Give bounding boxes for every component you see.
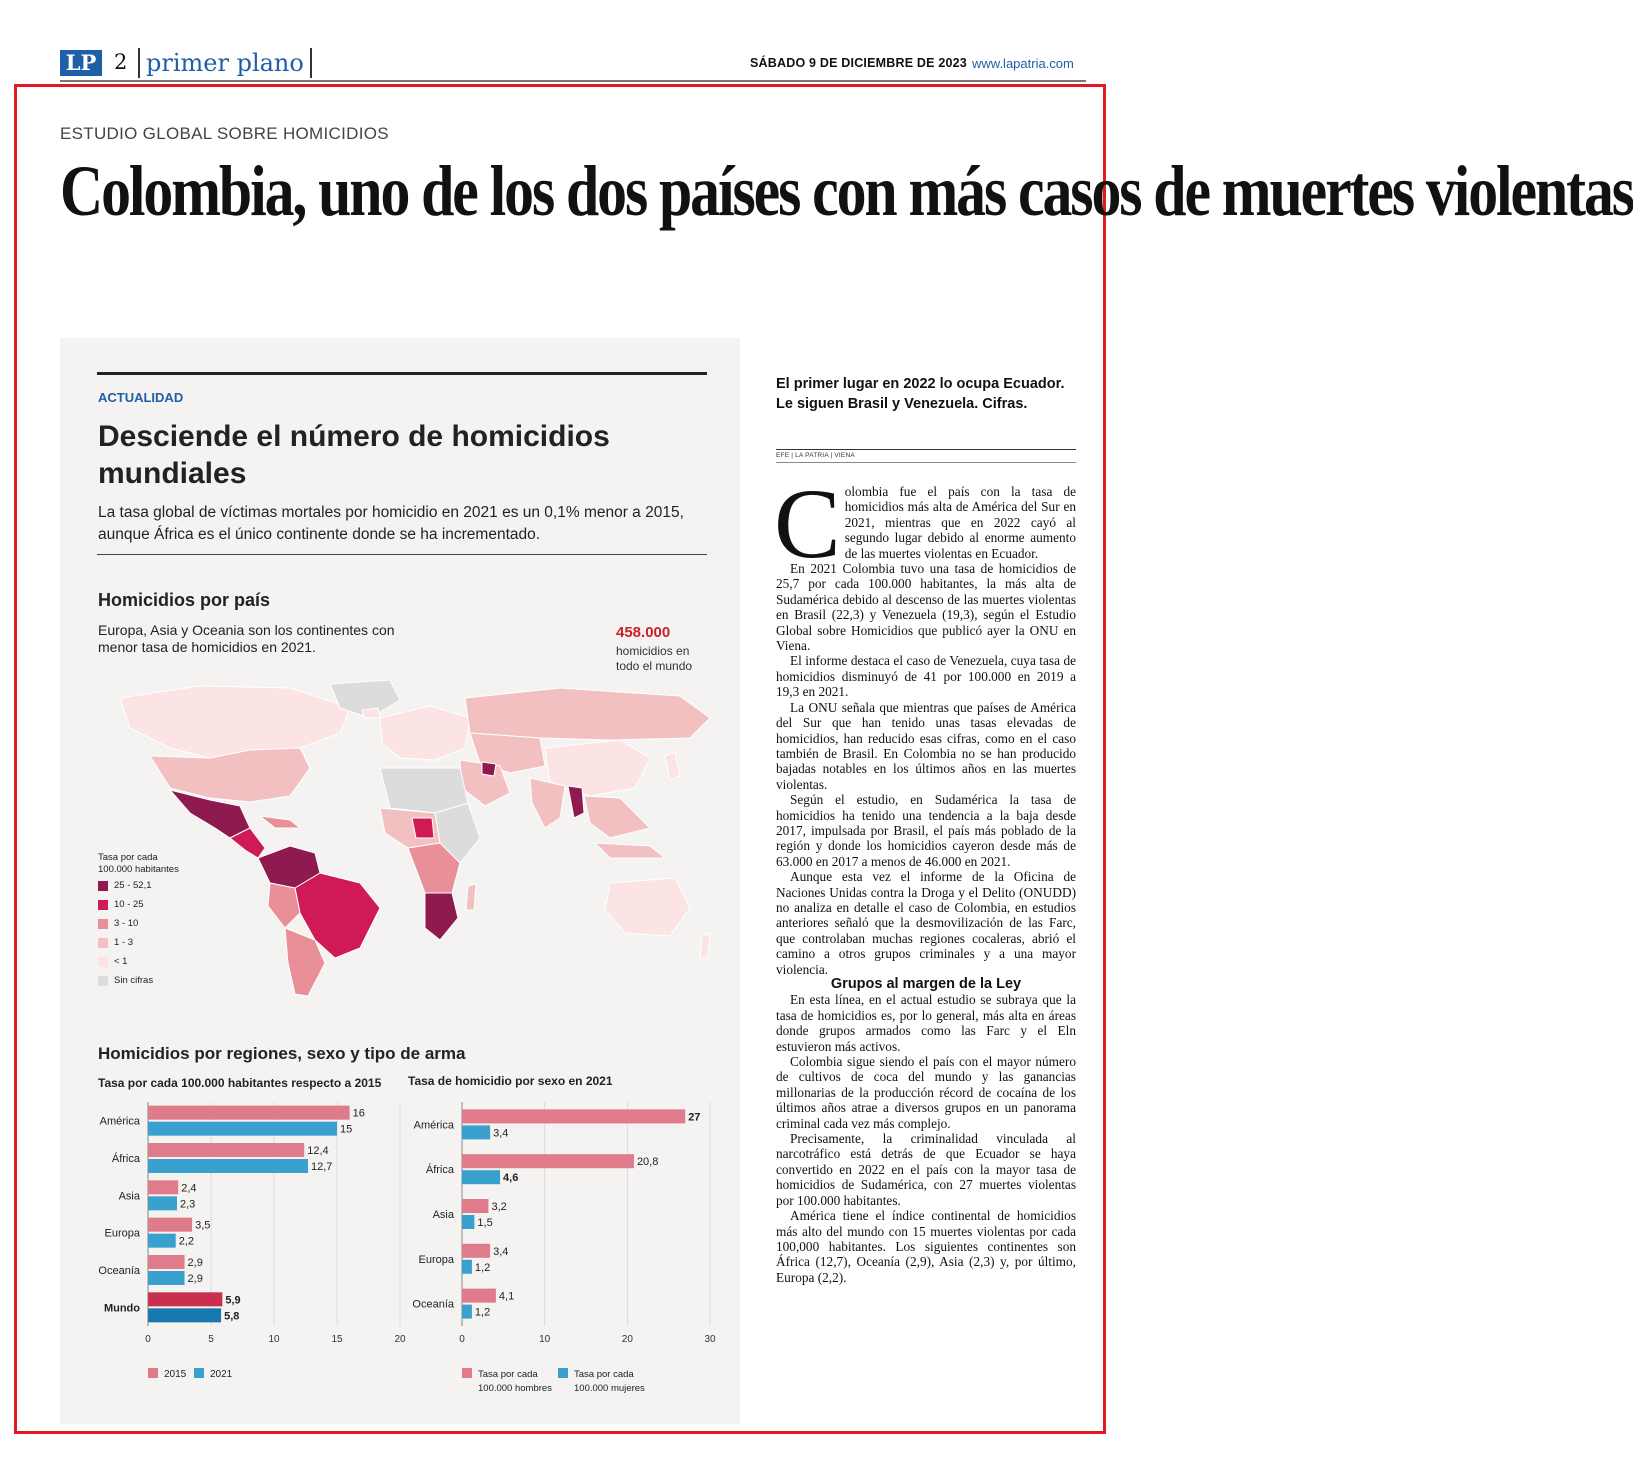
category-label: Oceanía [98,1265,140,1277]
bar [462,1170,500,1184]
chart-title: Tasa por cada 100.000 habitantes respecto a 2015 [98,1076,382,1090]
legend-swatch [98,938,108,948]
map-new-zealand [700,933,710,958]
bar [462,1199,488,1213]
map-legend [98,852,188,990]
bar [148,1308,221,1322]
map-southeast-asia [584,796,650,838]
bar [462,1305,472,1319]
map-subtitle: Europa, Asia y Oceania son los continentes con menor tasa de homicidios en 2021. [98,622,395,655]
x-tick-label: 0 [145,1334,151,1345]
legend-item [98,952,188,971]
legend-label: 100.000 mujeres [574,1383,645,1394]
charts-title: Homicidios por regiones, sexo y tipo de arma [98,1044,466,1063]
map-india [530,778,565,828]
x-tick-label: 15 [331,1334,343,1345]
paragraph: El informe destaca el caso de Venezuela, cuya tasa de homicidios disminuyó de 41 por 100.000 en 2019 a 19,3 en 2021. [776,653,1076,700]
bar [462,1125,490,1139]
data-label: 3,2 [491,1201,507,1213]
x-tick-label: 30 [704,1334,716,1345]
paragraph: Colombia sigue siendo el país con el mayor número de cultivos de coca del mundo y las ganancias millonarias de la producción récord de cocaína de los últimos años atrae a diversos grupos en un panorama criminal cada vez más complejo. [776,1054,1076,1131]
paragraph: Precisamente, la criminalidad vinculada al narcotráfico está detrás de que Ecuador se haya convertido en 2022 en el país con la mayor tasa de homicidios de Sudamérica, con 27 muertes violentas por 100.000 habitantes. [776,1131,1076,1208]
x-tick-label: 10 [539,1334,551,1345]
article-subhead: Grupos al margen de la Ley [830,976,1022,992]
data-label: 2,4 [181,1182,197,1195]
homicide-total: 458.000 [616,624,671,641]
data-label: 12,4 [307,1145,329,1157]
page-header [60,48,1086,82]
map-japan [665,752,680,780]
data-label: 16 [352,1107,365,1120]
infographic-intro: La tasa global de víctimas mortales por homicidio en 2021 es un 0,1% menor a 2015, aunque África es el único continente donde se ha incrementado. [98,504,684,543]
category-label: América [413,1119,454,1132]
paragraph: En esta línea, en el actual estudio se subraya que la tasa de homicidios es, por lo general, más alta en áreas donde grupos armados como las Farc y el Eln estuvieron más activos. [776,992,1076,1054]
data-label: 4,1 [498,1290,515,1303]
legend-item [98,971,188,990]
legend-label: 2021 [210,1369,233,1380]
map-peru [268,883,300,928]
paragraph: La ONU señala que mientras que países de América del Sur que han tenido unas tasas elevadas de homicidios, han reducido esas cifras, como en el caso también de Brasil. En Colombia no se han producido bajadas notables en los últimos años en las muertes violentas. [776,699,1076,792]
data-label: 4,6 [503,1172,519,1185]
infographic-kicker: ACTUALIDAD [98,390,184,405]
bar [148,1106,350,1120]
legend-label: Sin cifras [114,975,154,986]
region-rate-chart [90,1094,410,1404]
legend-swatch [98,957,108,967]
data-label: 1,2 [474,1306,491,1319]
legend-swatch [98,976,108,986]
legend-swatch [98,900,108,910]
category-label: África [425,1164,454,1177]
issue-date: SÁBADO 9 DE DICIEMBRE DE 2023 [750,56,967,70]
infographic-title: Desciende el número de homicidios mundiales [98,420,610,490]
legend-swatch [462,1368,472,1378]
map-iceland [362,708,380,718]
bar [148,1218,192,1232]
bar [148,1292,222,1306]
infographic [60,338,740,1424]
legend-swatch [98,919,108,929]
x-tick-label: 0 [459,1334,465,1345]
legend-label: Tasa por cada [478,1369,538,1380]
paragraph: Aunque esta vez el informe de la Oficina de Naciones Unidas contra la Droga y el Delito (ONUDD) no analiza en detalle el caso de Colombia, en estudios anteriores señaló que la desmovilización de las Farc, que controlaban muchas regiones cocaleras, abrió el camino a otros grupos criminales y a una mayor violencia. [776,869,1076,977]
bar [462,1244,490,1258]
headline-text: Colombia, uno de los dos países con más casos de muertes violentas [60,151,1633,231]
data-label: 2,9 [187,1257,203,1269]
bar [148,1255,185,1269]
bar [148,1271,185,1285]
legend-label: 100.000 hombres [478,1383,552,1394]
category-label: América [99,1115,140,1128]
map-madagascar [466,884,476,910]
dropcap: C [774,468,841,579]
map-russia [465,688,710,740]
data-label: 1,2 [474,1261,491,1274]
legend-label: 25 - 52,1 [114,880,152,891]
legend-label: Tasa por cada [574,1369,634,1380]
x-tick-label: 10 [268,1334,280,1345]
lp-logo[interactable]: LP [60,50,102,76]
chart-title: Tasa de homicidio por sexo en 2021 [408,1074,613,1088]
bar [148,1143,304,1157]
divider [97,372,707,375]
legend-swatch [194,1368,204,1378]
legend-label: 3 - 10 [114,918,139,929]
legend-item [98,914,188,933]
divider [776,449,1076,450]
homicide-total-caption: homicidios en todo el mundo [616,644,693,673]
map-europe [380,706,470,760]
bar [148,1180,178,1194]
sex-rate-chart [400,1094,720,1404]
data-label: 3,5 [195,1219,211,1232]
category-label: Europa [104,1227,140,1240]
legend-title: Tasa por cada 100.000 habitantes [98,852,179,875]
page-number: 2 [114,50,128,74]
map-caribbean [260,816,300,828]
bar [462,1289,496,1303]
data-label: 20,8 [636,1156,659,1169]
legend-swatch [558,1368,568,1378]
x-tick-label: 20 [621,1334,633,1345]
map-australia [605,878,690,936]
category-label: Europa [418,1253,454,1266]
paragraph: América tiene el índice continental de homicidios más alto del mundo con 15 muertes violentas por cada 100,000 habitantes. Los siguientes continentes son África (12,7), Oceanía (2,9), Asia (2,3) y, por último, Europa (2,2). [776,1208,1076,1285]
data-label: 2,2 [178,1235,195,1248]
legend-label: 2015 [164,1369,187,1380]
article-body [774,468,1076,1285]
map-nigeria [412,818,434,838]
legend-item [98,933,188,952]
map-myanmar [568,786,584,818]
paragraph: Según el estudio, en Sudamérica la tasa de homicidios ha tenido una tendencia a la baja desde 2017, impulsada por Brasil, el país más poblado de la región y donde los homicidios cayeron desde más de 63.000 en 2017 a menos de 46.000 en 2021. [776,792,1076,869]
map-north-africa [380,768,468,813]
category-label: Mundo [103,1302,140,1315]
paragraph-text: olombia fue el país con la tasa de homicidios más alta de América del Sur en 2021, mientras que en 2022 cayó al segundo lugar debido al enorme aumento de las muertes violentas en Ecuador. [844,484,1076,561]
legend-swatch [98,881,108,891]
map-indonesia [595,843,665,858]
legend-label: 10 - 25 [114,899,144,910]
divider [776,462,1076,463]
bar [462,1109,685,1123]
map-southern-africa [425,893,458,940]
bar [462,1260,472,1274]
article-kicker: ESTUDIO GLOBAL SOBRE HOMICIDIOS [60,124,389,143]
legend-swatch [148,1368,158,1378]
map-title: Homicidios por país [98,590,271,610]
legend-item [98,895,188,914]
category-label: Asia [118,1190,140,1203]
x-tick-label: 20 [394,1334,406,1345]
data-label: 2,9 [187,1273,203,1285]
data-label: 5,8 [224,1310,240,1323]
site-link[interactable]: www.lapatria.com [972,56,1074,71]
legend-label: < 1 [114,956,128,967]
bar [148,1234,176,1248]
data-label: 12,7 [311,1161,333,1173]
legend-label: 1 - 3 [114,937,134,948]
data-label: 5,9 [225,1294,241,1307]
bar [148,1196,177,1210]
x-tick-label: 5 [208,1334,214,1345]
data-label: 15 [340,1123,353,1136]
paragraph [774,468,1076,579]
map-iraq [482,762,496,776]
bar [462,1215,474,1229]
byline: EFE | LA PATRIA | VIENA [776,452,855,459]
data-label: 1,5 [477,1217,493,1229]
bar [148,1159,308,1173]
section-name: primer plano [138,48,312,78]
map-canada [120,686,350,758]
category-label: Oceanía [412,1298,454,1311]
data-label: 3,4 [493,1127,509,1140]
data-label: 3,4 [493,1245,509,1258]
category-label: Asia [432,1209,454,1221]
category-label: África [111,1153,140,1165]
data-label: 2,3 [179,1198,196,1211]
paragraph: En 2021 Colombia tuvo una tasa de homicidios de 25,7 por cada 100.000 habitantes, la más alta de Sudamérica debido al descenso de las muertes violentas en Brasil (22,3) y Venezuela (19,3), según el Estudio Global sobre Homicidios que publicó ayer la ONU en Viena. [776,561,1076,654]
article-deck: El primer lugar en 2022 lo ocupa Ecuador. Le siguen Brasil y Venezuela. Cifras. [776,376,1065,412]
article-headline [60,151,1633,231]
divider [97,554,707,555]
bar [462,1154,634,1168]
bar [148,1122,337,1136]
data-label: 27 [688,1111,701,1124]
legend-item [98,876,188,895]
